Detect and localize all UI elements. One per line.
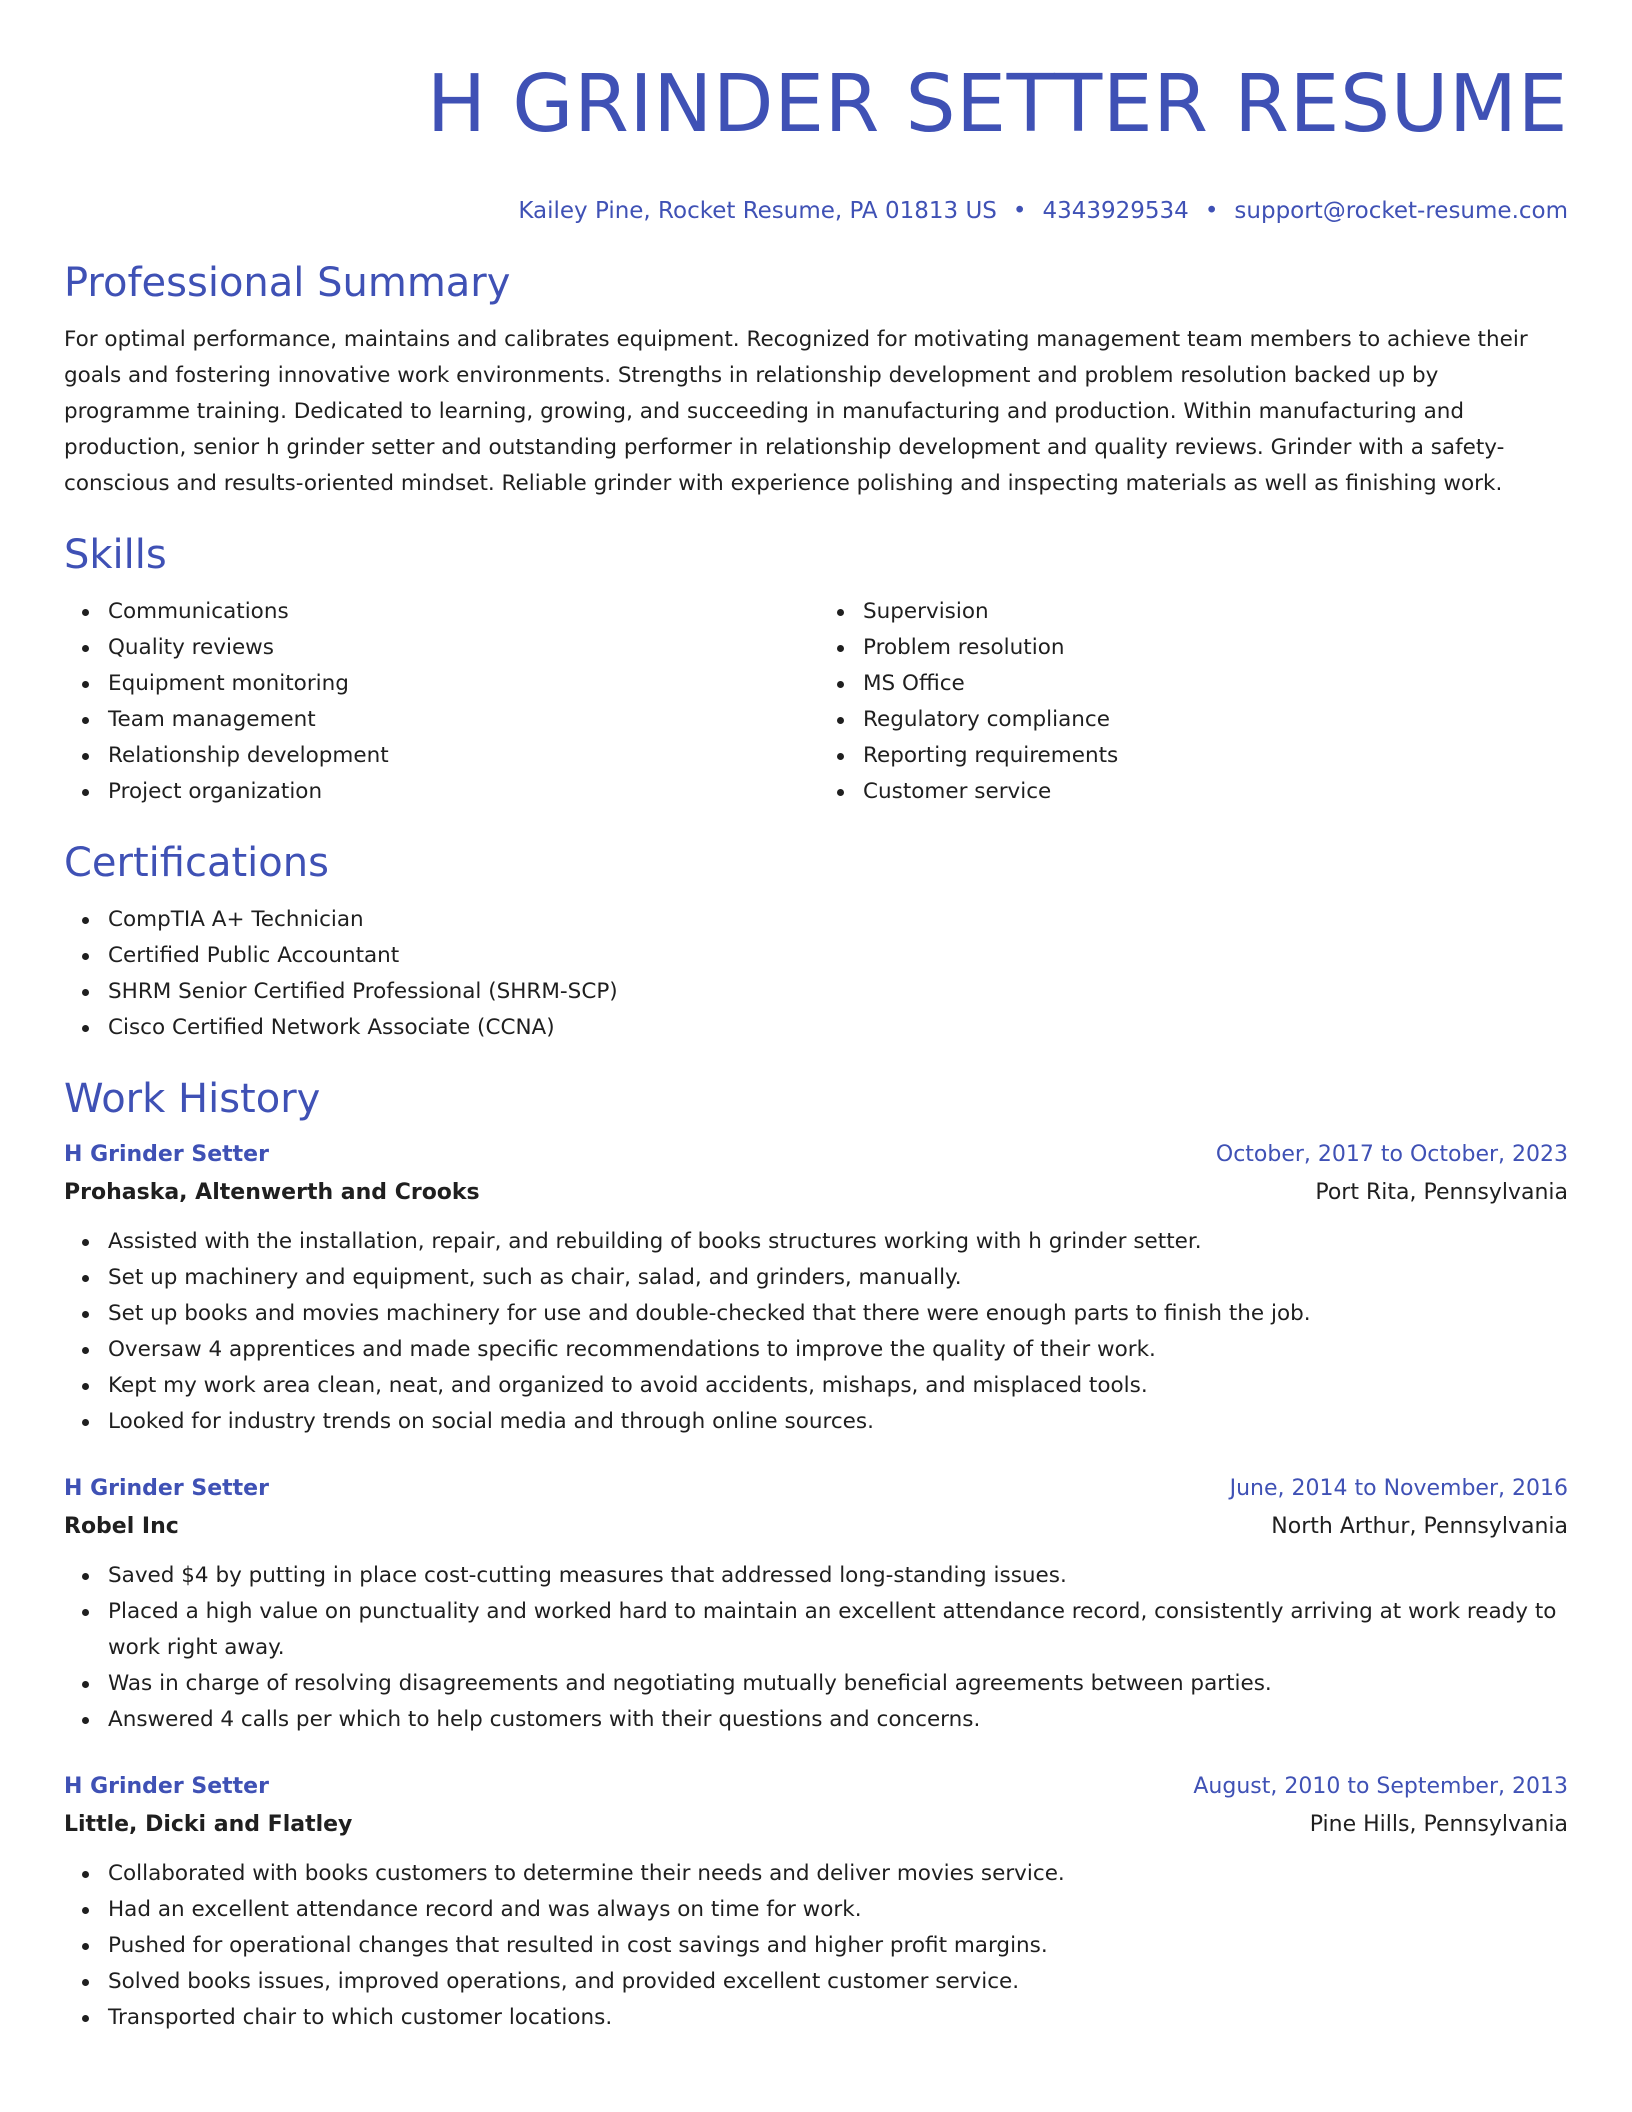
job-location: Port Rita, Pennsylvania [1315, 1180, 1568, 1205]
job-bullet: Had an excellent attendance record and was always on time for work. [108, 1892, 1568, 1928]
job-bullets [64, 1558, 1568, 1738]
skill-item: Supervision [863, 594, 1568, 630]
certification-item: CompTIA A+ Technician [108, 902, 1568, 938]
job-bullet: Collaborated with books customers to determine their needs and deliver movies service. [108, 1856, 1568, 1892]
job-bullet: Placed a high value on punctuality and worked hard to maintain an excellent attendance record, consistently arriving at work ready to work right away. [108, 1594, 1568, 1666]
skill-item: Equipment monitoring [108, 666, 813, 702]
contact-separator: • [1012, 198, 1027, 224]
skill-item: Quality reviews [108, 630, 813, 666]
skill-item: Reporting requirements [863, 738, 1568, 774]
skills-list-right [813, 594, 1568, 810]
skill-item: MS Office [863, 666, 1568, 702]
certification-item: SHRM Senior Certified Professional (SHRM-SCP) [108, 974, 1568, 1010]
job-bullet: Answered 4 calls per which to help customers with their questions and concerns. [108, 1702, 1568, 1738]
job-company: Prohaska, Altenwerth and Crooks [64, 1180, 480, 1205]
contact-address: Kailey Pine, Rocket Resume, PA 01813 US [518, 198, 997, 224]
job-bullet: Oversaw 4 apprentices and made specific recommendations to improve the quality of their work. [108, 1332, 1568, 1368]
job-bullets [64, 1856, 1568, 2036]
summary-text: For optimal performance, maintains and calibrates equipment. Recognized for motivating management team members to achieve their goals and fostering innovative work environments. Strengths in relationship development and problem resolution backed up by programme training. Dedicated to learning, growing, and succeeding in manufacturing and production. Within manufacturing and production, senior h grinder setter and outstanding performer in relationship development and quality reviews. Grinder with a safety-conscious and results-oriented mindset. Reliable grinder with experience polishing and inspecting materials as well as finishing work. [64, 327, 1528, 496]
job-bullet: Solved books issues, improved operations, and provided excellent customer service. [108, 1964, 1568, 2000]
contact-phone: 4343929534 [1042, 198, 1189, 224]
job-bullet: Looked for industry trends on social media and through online sources. [108, 1404, 1568, 1440]
job-title: H Grinder Setter [64, 1476, 269, 1501]
job-dates: August, 2010 to September, 2013 [1193, 1774, 1568, 1799]
job-bullet: Set up books and movies machinery for use and double-checked that there were enough parts to finish the job. [108, 1296, 1568, 1332]
resume-page [64, 0, 1568, 2036]
job-bullet: Was in charge of resolving disagreements and negotiating mutually beneficial agreements between parties. [108, 1666, 1568, 1702]
job-entry [64, 1768, 1568, 2036]
job-dates: October, 2017 to October, 2023 [1215, 1142, 1568, 1167]
skill-item: Regulatory compliance [863, 702, 1568, 738]
skill-item: Problem resolution [863, 630, 1568, 666]
skills-section [64, 530, 1568, 810]
skill-item: Project organization [108, 774, 813, 810]
skill-item: Communications [108, 594, 813, 630]
skill-item: Team management [108, 702, 813, 738]
job-bullet: Kept my work area clean, neat, and organized to avoid accidents, mishaps, and misplaced tools. [108, 1368, 1568, 1404]
certification-item: Certified Public Accountant [108, 938, 1568, 974]
job-entry [64, 1470, 1568, 1738]
job-bullets [64, 1224, 1568, 1440]
certifications-section [64, 838, 1568, 1046]
job-bullet: Saved $4 by putting in place cost-cutting measures that addressed long-standing issues. [108, 1558, 1568, 1594]
summary-heading: Professional Summary [64, 260, 511, 306]
job-title: H Grinder Setter [64, 1774, 269, 1799]
job-bullet: Set up machinery and equipment, such as chair, salad, and grinders, manually. [108, 1260, 1568, 1296]
job-location: North Arthur, Pennsylvania [1271, 1514, 1568, 1539]
job-company: Robel Inc [64, 1514, 179, 1539]
contact-email: support@rocket-resume.com [1234, 198, 1568, 224]
job-title: H Grinder Setter [64, 1142, 269, 1167]
job-bullet: Assisted with the installation, repair, and rebuilding of books structures working with h grinder setter. [108, 1224, 1568, 1260]
summary-section [64, 258, 1568, 502]
skills-list-left [64, 594, 813, 810]
skills-grid [64, 594, 1568, 810]
skill-item: Customer service [863, 774, 1568, 810]
certification-item: Cisco Certified Network Associate (CCNA) [108, 1010, 1568, 1046]
contact-line [64, 196, 1568, 226]
job-dates: June, 2014 to November, 2016 [1229, 1476, 1568, 1501]
job-bullet: Transported chair to which customer locations. [108, 2000, 1568, 2036]
job-bullet: Pushed for operational changes that resulted in cost savings and higher profit margins. [108, 1928, 1568, 1964]
work-history-section [64, 1074, 1568, 2036]
contact-separator: • [1204, 198, 1219, 224]
resume-title: H GRINDER SETTER RESUME [426, 58, 1568, 150]
job-entry [64, 1136, 1568, 1440]
job-company: Little, Dicki and Flatley [64, 1812, 353, 1837]
certifications-list [64, 902, 1568, 1046]
work-history-heading: Work History [64, 1076, 321, 1122]
job-location: Pine Hills, Pennsylvania [1309, 1812, 1568, 1837]
certifications-heading: Certifications [64, 840, 329, 886]
skill-item: Relationship development [108, 738, 813, 774]
skills-heading: Skills [64, 532, 167, 578]
